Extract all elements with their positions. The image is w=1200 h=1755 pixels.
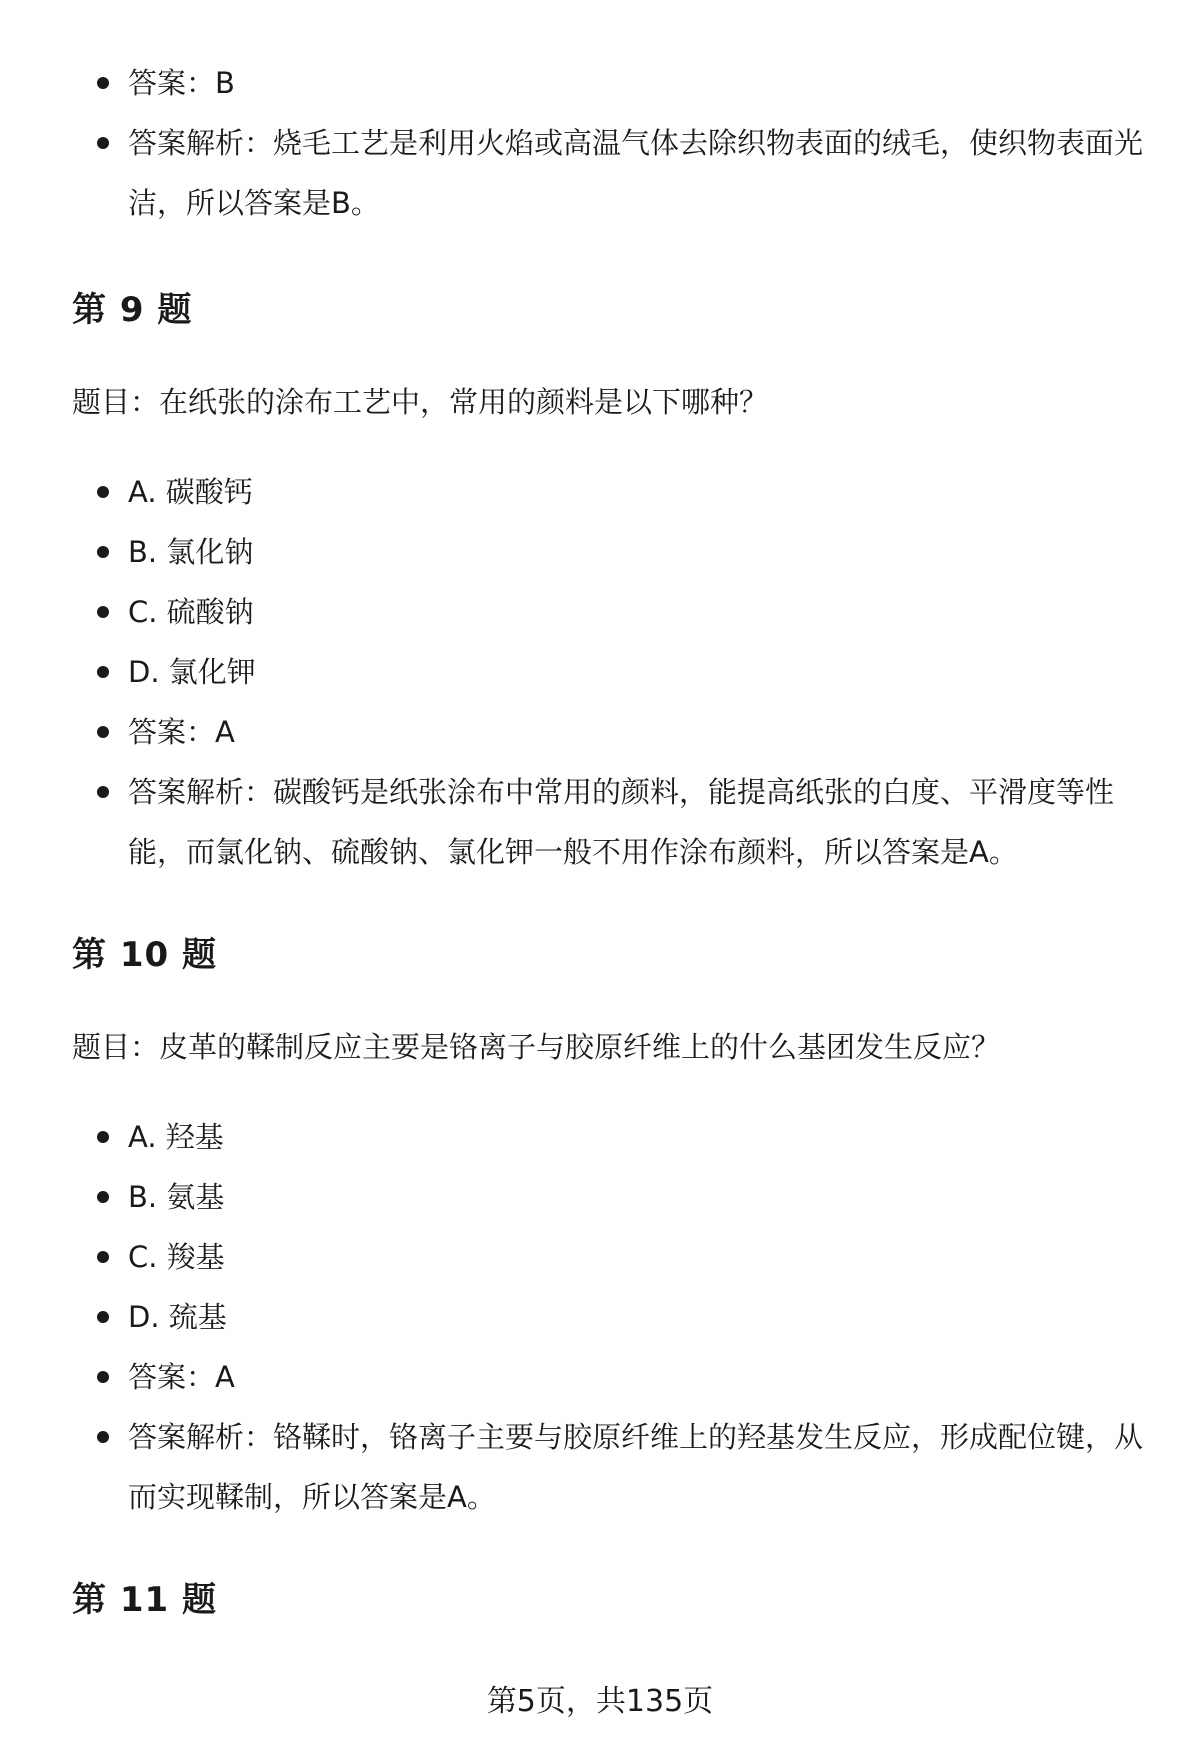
option-b <box>0 522 1200 582</box>
bullet-icon <box>97 1431 109 1443</box>
bullet-icon <box>97 1371 109 1383</box>
question-10-text: 题目：皮革的鞣制反应主要是铬离子与胶原纤维上的什么基团发生反应？ <box>72 1030 1001 1064</box>
question-9-heading: 第 9 题 <box>72 290 193 330</box>
answer-item <box>0 702 1200 762</box>
question-9-options <box>0 462 1200 882</box>
bullet-icon <box>97 77 109 89</box>
bullet-icon <box>97 726 109 738</box>
option-text: B. 氯化钠 <box>128 535 254 569</box>
option-list <box>0 462 1200 882</box>
option-a <box>0 1107 1200 1167</box>
option-b <box>0 1167 1200 1227</box>
explanation-item <box>0 762 1200 882</box>
option-c <box>0 1227 1200 1287</box>
answer-item <box>0 53 1200 113</box>
answer-text: 答案：A <box>128 715 235 749</box>
bullet-icon <box>97 1191 109 1203</box>
bullet-icon <box>97 137 109 149</box>
option-text: C. 羧基 <box>128 1240 225 1274</box>
option-text: C. 硫酸钠 <box>128 595 254 629</box>
option-text: B. 氨基 <box>128 1180 225 1214</box>
option-a <box>0 462 1200 522</box>
bullet-icon <box>97 1251 109 1263</box>
answer-text: 答案：A <box>128 1360 235 1394</box>
question-10-heading: 第 10 题 <box>72 935 217 975</box>
explanation-item <box>0 113 1200 233</box>
explanation-item <box>0 1407 1200 1527</box>
bullet-icon <box>97 606 109 618</box>
bullet-icon <box>97 486 109 498</box>
option-d <box>0 642 1200 702</box>
question-8-tail <box>0 53 1200 233</box>
bullet-icon <box>97 1311 109 1323</box>
question-10-options <box>0 1107 1200 1527</box>
explanation-text: 答案解析：铬鞣时，铬离子主要与胶原纤维上的羟基发生反应，形成配位键，从而实现鞣制，所以答案是A。 <box>128 1420 1144 1514</box>
explanation-text: 答案解析：碳酸钙是纸张涂布中常用的颜料，能提高纸张的白度、平滑度等性能，而氯化钠、硫酸钠、氯化钾一般不用作涂布颜料，所以答案是A。 <box>128 775 1115 869</box>
option-text: D. 氯化钾 <box>128 655 256 689</box>
bullet-icon <box>97 666 109 678</box>
question-9-text: 题目：在纸张的涂布工艺中，常用的颜料是以下哪种？ <box>72 385 769 419</box>
option-text: D. 巯基 <box>128 1300 227 1334</box>
bullet-icon <box>97 786 109 798</box>
answer-item <box>0 1347 1200 1407</box>
bullet-icon <box>97 546 109 558</box>
option-text: A. 羟基 <box>128 1120 224 1154</box>
question-11-heading: 第 11 题 <box>72 1580 217 1620</box>
page-footer: 第5页，共135页 <box>486 1684 714 1719</box>
option-d <box>0 1287 1200 1347</box>
answer-text: 答案：B <box>128 66 235 100</box>
option-text: A. 碳酸钙 <box>128 475 253 509</box>
bullet-icon <box>97 1131 109 1143</box>
explanation-text: 答案解析：烧毛工艺是利用火焰或高温气体去除织物表面的绒毛，使织物表面光洁，所以答案是B。 <box>128 126 1144 220</box>
option-list <box>0 1107 1200 1527</box>
answer-list <box>0 53 1200 233</box>
option-c <box>0 582 1200 642</box>
